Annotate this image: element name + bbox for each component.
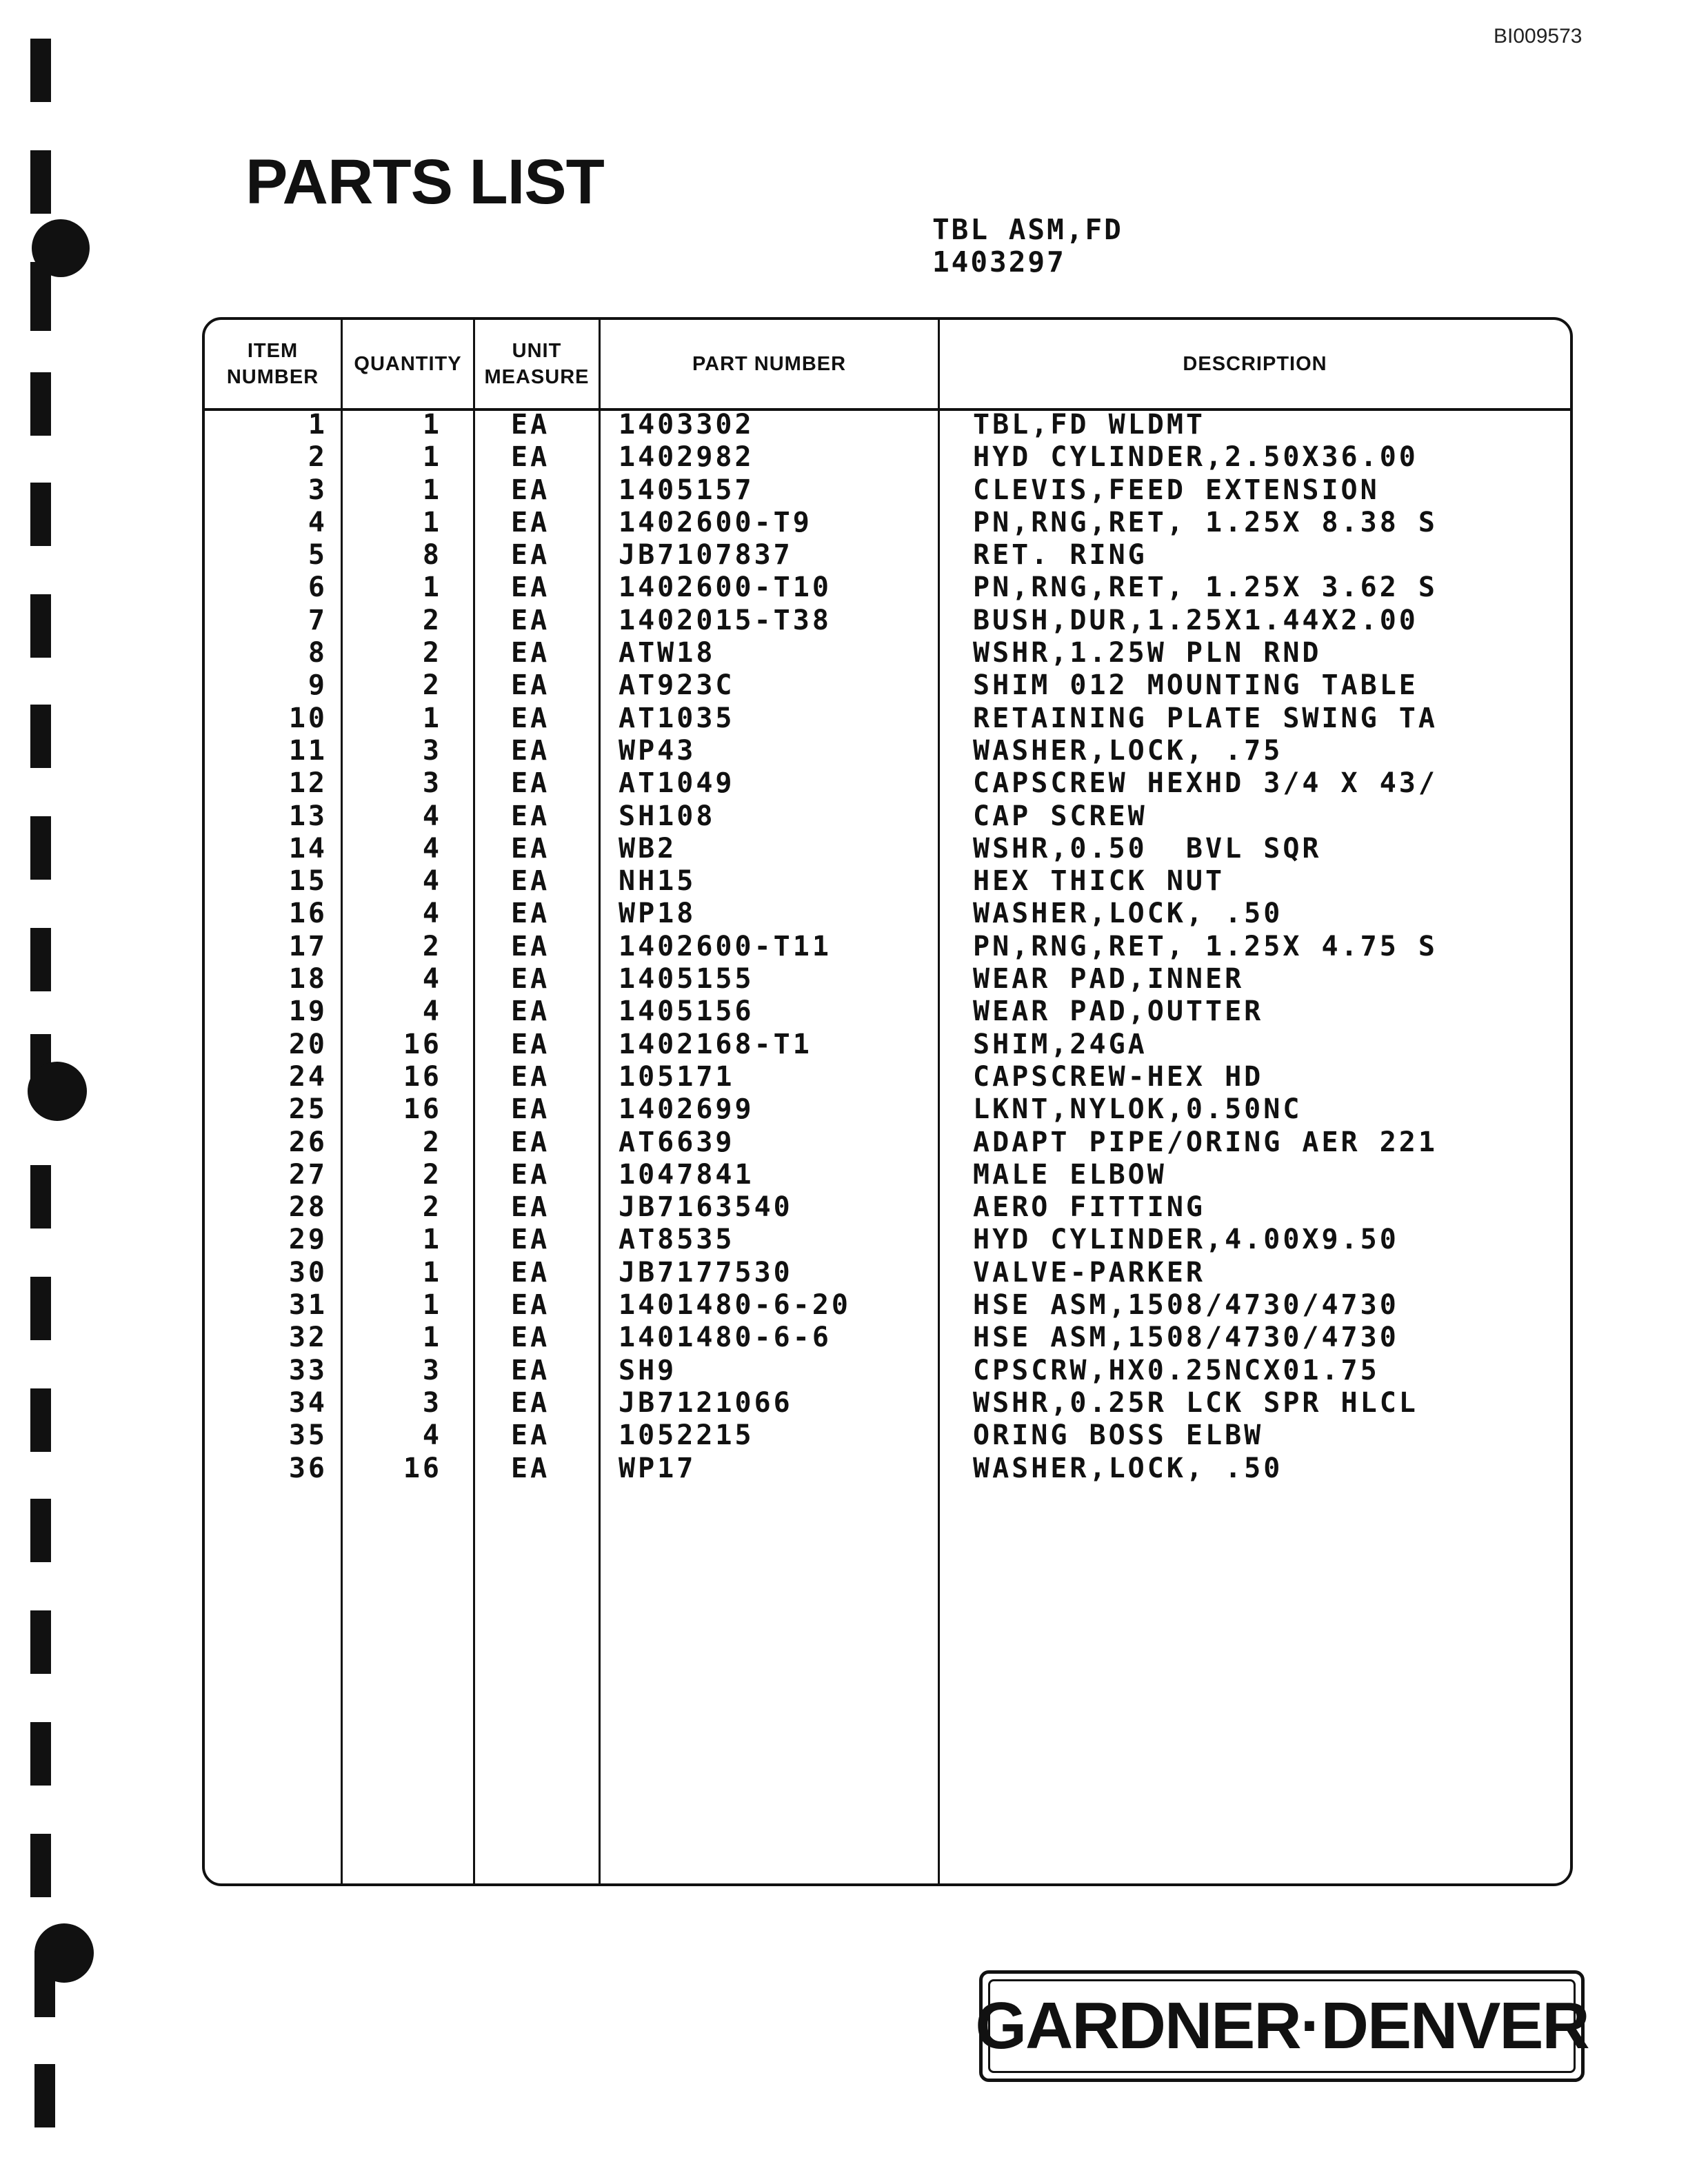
part-number-cell: 1401480-6-20 <box>619 1289 851 1322</box>
item-number-cell: 19 <box>288 995 328 1028</box>
table-row <box>202 833 1573 865</box>
part-number-cell: 1047841 <box>619 1158 754 1191</box>
description-cell: PN,RNG,RET, 1.25X 3.62 S <box>973 572 1438 604</box>
description-cell: CLEVIS,FEED EXTENSION <box>973 474 1380 506</box>
part-number-cell: JB7121066 <box>619 1386 793 1419</box>
table-row <box>202 800 1573 833</box>
table-row <box>202 507 1573 539</box>
part-number-cell: JB7107837 <box>619 539 793 572</box>
item-number-cell: 1 <box>308 409 328 441</box>
table-row <box>202 1453 1573 1485</box>
quantity-cell: 1 <box>422 1224 442 1256</box>
unit-measure-cell: EA <box>511 767 550 800</box>
part-number-cell: 1401480-6-6 <box>619 1322 832 1354</box>
unit-measure-cell: EA <box>511 734 550 767</box>
description-cell: HYD CYLINDER,4.00X9.50 <box>973 1224 1399 1256</box>
header-description <box>940 320 1570 408</box>
item-number-cell: 3 <box>308 474 328 506</box>
part-number-cell: 1405155 <box>619 963 754 995</box>
binder-mark <box>30 39 51 102</box>
quantity-cell: 1 <box>422 1256 442 1288</box>
item-number-cell: 35 <box>288 1419 328 1452</box>
table-row <box>202 931 1573 963</box>
header-quantity <box>343 320 473 408</box>
table-row <box>202 1419 1573 1452</box>
quantity-cell: 2 <box>422 669 442 702</box>
quantity-cell: 4 <box>422 1419 442 1452</box>
description-cell: LKNT,NYLOK,0.50NC <box>973 1093 1303 1126</box>
assembly-number: 1403297 <box>932 245 1066 279</box>
description-cell: HEX THICK NUT <box>973 865 1225 898</box>
assembly-name: TBL ASM,FD <box>932 213 1123 246</box>
item-number-cell: 29 <box>288 1224 328 1256</box>
table-row <box>202 1322 1573 1354</box>
item-number-cell: 2 <box>308 441 328 474</box>
part-number-cell: 1402600-T10 <box>619 572 832 604</box>
unit-measure-cell: EA <box>511 1452 550 1484</box>
item-number-cell: 12 <box>288 767 328 800</box>
table-row <box>202 572 1573 604</box>
table-row <box>202 1355 1573 1387</box>
table-row <box>202 409 1573 441</box>
binder-mark <box>34 1951 55 2017</box>
unit-measure-cell: EA <box>511 669 550 702</box>
table-row <box>202 735 1573 767</box>
quantity-cell: 1 <box>422 702 442 734</box>
part-number-cell: 1402015-T38 <box>619 604 832 636</box>
binder-hole <box>28 1062 87 1121</box>
item-number-cell: 5 <box>308 539 328 572</box>
description-cell: ORING BOSS ELBW <box>973 1419 1264 1452</box>
part-number-cell: JB7177530 <box>619 1256 793 1288</box>
part-number-cell: SH9 <box>619 1354 677 1386</box>
table-row <box>202 669 1573 702</box>
unit-measure-cell: EA <box>511 572 550 604</box>
item-number-cell: 4 <box>308 506 328 538</box>
description-cell: WSHR,0.25R LCK SPR HLCL <box>973 1386 1418 1419</box>
item-number-cell: 31 <box>288 1289 328 1322</box>
binder-mark <box>30 1165 51 1228</box>
quantity-cell: 2 <box>422 637 442 669</box>
brand-logo <box>975 1970 1589 2082</box>
quantity-cell: 3 <box>422 767 442 800</box>
unit-measure-cell: EA <box>511 1322 550 1354</box>
table-row <box>202 1093 1573 1126</box>
part-number-cell: WP43 <box>619 734 696 767</box>
table-row <box>202 1061 1573 1093</box>
unit-measure-cell: EA <box>511 1289 550 1322</box>
part-number-cell: 105171 <box>619 1060 735 1093</box>
part-number-cell: AT1049 <box>619 767 735 800</box>
part-number-cell: 1405157 <box>619 474 754 506</box>
quantity-cell: 1 <box>422 1289 442 1322</box>
table-row <box>202 1257 1573 1289</box>
binder-mark <box>30 816 51 880</box>
description-cell: BUSH,DUR,1.25X1.44X2.00 <box>973 604 1418 636</box>
description-cell: PN,RNG,RET, 1.25X 8.38 S <box>973 506 1438 538</box>
part-number-cell: JB7163540 <box>619 1191 793 1224</box>
quantity-cell: 2 <box>422 1158 442 1191</box>
binder-mark <box>30 262 51 331</box>
item-number-cell: 26 <box>288 1126 328 1158</box>
table-row <box>202 441 1573 474</box>
item-number-cell: 13 <box>288 800 328 832</box>
binder-mark <box>30 1834 51 1897</box>
binder-mark <box>30 1388 51 1452</box>
item-number-cell: 9 <box>308 669 328 702</box>
header-unit-measure-label: UNIT MEASURE <box>484 340 590 388</box>
part-number-cell: AT6639 <box>619 1126 735 1158</box>
quantity-cell: 4 <box>422 865 442 898</box>
table-row <box>202 995 1573 1028</box>
item-number-cell: 30 <box>288 1256 328 1288</box>
unit-measure-cell: EA <box>511 1060 550 1093</box>
item-number-cell: 8 <box>308 637 328 669</box>
part-number-cell: 1403302 <box>619 409 754 441</box>
part-number-cell: 1405156 <box>619 995 754 1028</box>
binder-mark <box>34 2064 55 2127</box>
assembly-info <box>932 214 1123 279</box>
description-cell: HSE ASM,1508/4730/4730 <box>973 1322 1399 1354</box>
item-number-cell: 27 <box>288 1158 328 1191</box>
quantity-cell: 4 <box>422 898 442 930</box>
unit-measure-cell: EA <box>511 800 550 832</box>
description-cell: CAPSCREW HEXHD 3/4 X 43/ <box>973 767 1438 800</box>
table-row <box>202 1387 1573 1419</box>
document-id: BI009573 <box>1494 25 1582 48</box>
table-row <box>202 767 1573 800</box>
table-row <box>202 474 1573 507</box>
table-row <box>202 605 1573 637</box>
description-cell: SHIM,24GA <box>973 1028 1147 1060</box>
item-number-cell: 24 <box>288 1060 328 1093</box>
table-row <box>202 1029 1573 1061</box>
description-cell: MALE ELBOW <box>973 1158 1167 1191</box>
table-row <box>202 1159 1573 1191</box>
part-number-cell: 1402600-T11 <box>619 930 832 962</box>
item-number-cell: 16 <box>288 898 328 930</box>
unit-measure-cell: EA <box>511 865 550 898</box>
quantity-cell: 3 <box>422 1386 442 1419</box>
unit-measure-cell: EA <box>511 995 550 1028</box>
description-cell: ADAPT PIPE/ORING AER 221 <box>973 1126 1438 1158</box>
quantity-cell: 3 <box>422 734 442 767</box>
parts-table-body <box>202 409 1573 1485</box>
part-number-cell: AT1035 <box>619 702 735 734</box>
unit-measure-cell: EA <box>511 832 550 865</box>
description-cell: SHIM 012 MOUNTING TABLE <box>973 669 1418 702</box>
binder-mark <box>30 594 51 658</box>
table-row <box>202 898 1573 930</box>
quantity-cell: 4 <box>422 832 442 865</box>
description-cell: RETAINING PLATE SWING TA <box>973 702 1438 734</box>
quantity-cell: 2 <box>422 604 442 636</box>
table-row <box>202 1289 1573 1322</box>
quantity-cell: 1 <box>422 409 442 441</box>
unit-measure-cell: EA <box>511 1354 550 1386</box>
unit-measure-cell: EA <box>511 441 550 474</box>
unit-measure-cell: EA <box>511 1386 550 1419</box>
quantity-cell: 2 <box>422 1191 442 1224</box>
part-number-cell: ATW18 <box>619 637 716 669</box>
item-number-cell: 14 <box>288 832 328 865</box>
part-number-cell: AT8535 <box>619 1224 735 1256</box>
item-number-cell: 6 <box>308 572 328 604</box>
quantity-cell: 16 <box>403 1060 442 1093</box>
table-row <box>202 1126 1573 1159</box>
quantity-cell: 3 <box>422 1354 442 1386</box>
description-cell: PN,RNG,RET, 1.25X 4.75 S <box>973 930 1438 962</box>
part-number-cell: 1052215 <box>619 1419 754 1452</box>
header-quantity-label: QUANTITY <box>354 353 462 375</box>
header-item-number <box>205 320 341 408</box>
quantity-cell: 8 <box>422 539 442 572</box>
header-part-number-label: PART NUMBER <box>692 353 847 375</box>
description-cell: AERO FITTING <box>973 1191 1205 1224</box>
part-number-cell: 1402168-T1 <box>619 1028 812 1060</box>
description-cell: RET. RING <box>973 539 1147 572</box>
item-number-cell: 18 <box>288 963 328 995</box>
unit-measure-cell: EA <box>511 409 550 441</box>
table-row <box>202 637 1573 669</box>
item-number-cell: 15 <box>288 865 328 898</box>
unit-measure-cell: EA <box>511 474 550 506</box>
description-cell: WASHER,LOCK, .50 <box>973 1452 1283 1484</box>
table-row <box>202 1224 1573 1256</box>
item-number-cell: 25 <box>288 1093 328 1126</box>
binder-mark <box>30 372 51 436</box>
header-description-label: DESCRIPTION <box>1183 353 1327 375</box>
unit-measure-cell: EA <box>511 963 550 995</box>
unit-measure-cell: EA <box>511 898 550 930</box>
item-number-cell: 32 <box>288 1322 328 1354</box>
part-number-cell: AT923C <box>619 669 735 702</box>
unit-measure-cell: EA <box>511 1419 550 1452</box>
quantity-cell: 1 <box>422 474 442 506</box>
description-cell: WASHER,LOCK, .50 <box>973 898 1283 930</box>
unit-measure-cell: EA <box>511 1158 550 1191</box>
binder-mark <box>30 1610 51 1674</box>
binder-mark <box>30 1722 51 1786</box>
table-row <box>202 865 1573 898</box>
part-number-cell: 1402699 <box>619 1093 754 1126</box>
unit-measure-cell: EA <box>511 1126 550 1158</box>
unit-measure-cell: EA <box>511 1093 550 1126</box>
quantity-cell: 4 <box>422 995 442 1028</box>
quantity-cell: 16 <box>403 1028 442 1060</box>
item-number-cell: 20 <box>288 1028 328 1060</box>
unit-measure-cell: EA <box>511 637 550 669</box>
binder-mark <box>30 483 51 546</box>
unit-measure-cell: EA <box>511 1191 550 1224</box>
page-title: PARTS LIST <box>245 147 604 217</box>
item-number-cell: 28 <box>288 1191 328 1224</box>
unit-measure-cell: EA <box>511 1224 550 1256</box>
description-cell: WASHER,LOCK, .75 <box>973 734 1283 767</box>
part-number-cell: WB2 <box>619 832 677 865</box>
quantity-cell: 1 <box>422 1322 442 1354</box>
unit-measure-cell: EA <box>511 702 550 734</box>
item-number-cell: 7 <box>308 604 328 636</box>
item-number-cell: 36 <box>288 1452 328 1484</box>
unit-measure-cell: EA <box>511 539 550 572</box>
part-number-cell: SH108 <box>619 800 716 832</box>
part-number-cell: WP17 <box>619 1452 696 1484</box>
part-number-cell: WP18 <box>619 898 696 930</box>
description-cell: WEAR PAD,INNER <box>973 963 1245 995</box>
quantity-cell: 1 <box>422 572 442 604</box>
unit-measure-cell: EA <box>511 1028 550 1060</box>
item-number-cell: 33 <box>288 1354 328 1386</box>
item-number-cell: 17 <box>288 930 328 962</box>
unit-measure-cell: EA <box>511 1256 550 1288</box>
unit-measure-cell: EA <box>511 604 550 636</box>
item-number-cell: 34 <box>288 1386 328 1419</box>
quantity-cell: 1 <box>422 441 442 474</box>
item-number-cell: 11 <box>288 734 328 767</box>
description-cell: WEAR PAD,OUTTER <box>973 995 1264 1028</box>
quantity-cell: 2 <box>422 1126 442 1158</box>
binder-mark <box>30 1277 51 1340</box>
description-cell: CPSCRW,HX0.25NCX01.75 <box>973 1354 1380 1386</box>
table-row <box>202 702 1573 735</box>
unit-measure-cell: EA <box>511 506 550 538</box>
part-number-cell: 1402982 <box>619 441 754 474</box>
description-cell: WSHR,0.50 BVL SQR <box>973 832 1322 865</box>
table-row <box>202 963 1573 995</box>
description-cell: HYD CYLINDER,2.50X36.00 <box>973 441 1418 474</box>
part-number-cell: NH15 <box>619 865 696 898</box>
description-cell: CAP SCREW <box>973 800 1147 832</box>
unit-measure-cell: EA <box>511 930 550 962</box>
quantity-cell: 4 <box>422 800 442 832</box>
description-cell: HSE ASM,1508/4730/4730 <box>973 1289 1399 1322</box>
quantity-cell: 1 <box>422 506 442 538</box>
quantity-cell: 2 <box>422 930 442 962</box>
description-cell: TBL,FD WLDMT <box>973 409 1205 441</box>
binder-mark <box>30 928 51 991</box>
header-item-number-label: ITEM NUMBER <box>226 340 319 388</box>
binder-mark <box>30 1499 51 1562</box>
description-cell: CAPSCREW-HEX HD <box>973 1060 1264 1093</box>
table-row <box>202 1191 1573 1224</box>
binder-mark <box>30 705 51 768</box>
quantity-cell: 16 <box>403 1093 442 1126</box>
header-part-number <box>601 320 938 408</box>
item-number-cell: 10 <box>288 702 328 734</box>
part-number-cell: 1402600-T9 <box>619 506 812 538</box>
quantity-cell: 16 <box>403 1452 442 1484</box>
header-unit-measure <box>475 320 599 408</box>
table-row <box>202 539 1573 572</box>
binder-mark <box>30 150 51 214</box>
description-cell: WSHR,1.25W PLN RND <box>973 637 1322 669</box>
brand-logo-text: GARDNER·DENVER <box>988 1979 1576 2073</box>
quantity-cell: 4 <box>422 963 442 995</box>
description-cell: VALVE-PARKER <box>973 1256 1205 1288</box>
